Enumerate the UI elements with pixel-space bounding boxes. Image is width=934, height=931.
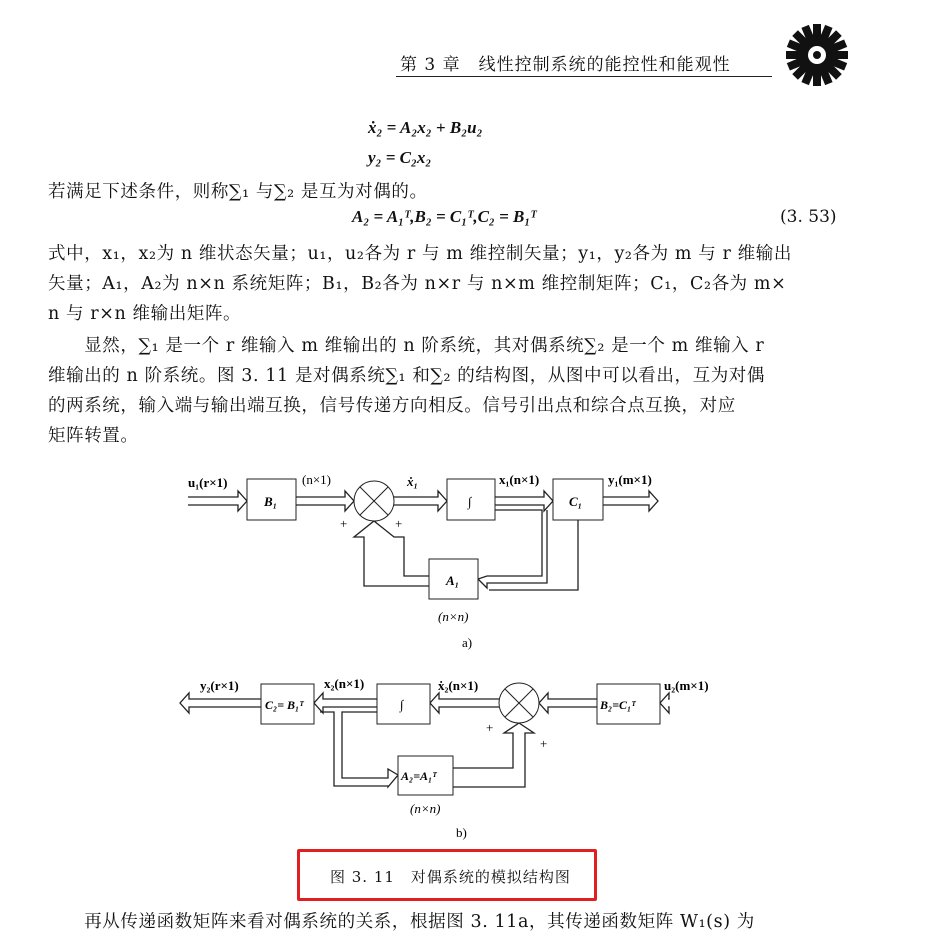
label-x1dot: ẋ₁ bbox=[407, 474, 419, 489]
label-b1: B₁ bbox=[264, 494, 278, 509]
label-nxn: (n×n) bbox=[410, 801, 441, 816]
body-line: 再从传递函数矩阵来看对偶系统的关系，根据图 3. 11a，其传递函数矩阵 W₁(s) 为 bbox=[48, 912, 755, 931]
label-u2: u₂(m×1) bbox=[664, 678, 709, 693]
plus-sign: + bbox=[340, 516, 348, 531]
equation-number: (3. 53) bbox=[780, 207, 837, 227]
equation-duality: A₂ = A₁ᵀ,B₂ = C₁ᵀ,C₂ = B₁ᵀ bbox=[352, 207, 537, 226]
body-line: n 与 r×n 维输出矩阵。 bbox=[48, 304, 242, 324]
plus-sign: + bbox=[540, 736, 548, 751]
label-integral: ∫ bbox=[400, 697, 404, 712]
summing-junction-a bbox=[354, 481, 394, 521]
label-a2: A₂=A₁ᵀ bbox=[401, 769, 437, 783]
body-line: 显然，∑₁ 是一个 r 维输入 m 维输出的 n 阶系统，其对偶系统∑₂ 是一个 m 维输入 r bbox=[48, 336, 765, 356]
plus-sign: + bbox=[395, 516, 403, 531]
chapter-header: 第 3 章 线性控制系统的能控性和能观性 bbox=[400, 55, 731, 75]
summing-junction-b bbox=[499, 683, 539, 723]
equation-output: y₂ = C₂x₂ bbox=[368, 148, 432, 167]
label-nxn: (n×n) bbox=[438, 609, 469, 624]
label-b2: B₂=C₁ᵀ bbox=[600, 698, 636, 712]
label-y1: y₁(m×1) bbox=[608, 472, 652, 487]
signal-paths bbox=[180, 491, 669, 787]
label-c1: C₁ bbox=[569, 494, 583, 509]
body-line: 若满足下述条件，则称∑₁ 与∑₂ 是互为对偶的。 bbox=[48, 182, 428, 202]
figure-label-a: a) bbox=[462, 635, 473, 650]
label-nx1: (n×1) bbox=[302, 472, 331, 487]
figure-label-b: b) bbox=[456, 825, 467, 840]
label-c2: C₂= B₁ᵀ bbox=[265, 698, 304, 712]
figure-caption: 图 3. 11 对偶系统的模拟结构图 bbox=[330, 868, 571, 886]
label-integral: ∫ bbox=[468, 494, 472, 509]
label-x2: x₂(n×1) bbox=[324, 676, 365, 691]
label-a1: A₁ bbox=[446, 573, 460, 588]
plus-sign: + bbox=[486, 720, 494, 735]
label-u1: u₁(r×1) bbox=[188, 475, 228, 490]
equation-state: ẋ₂ = A₂x₂ + B₂u₂ bbox=[368, 118, 483, 137]
body-line: 式中，x₁，x₂为 n 维状态矢量；u₁，u₂各为 r 与 m 维控制矢量；y₁，y₂各为 m 与 r 维输出 bbox=[48, 244, 792, 264]
body-line: 矩阵转置。 bbox=[48, 426, 139, 446]
figure-b bbox=[200, 676, 709, 840]
body-line: 矢量；A₁，A₂为 n×n 系统矩阵；B₁，B₂各为 n×r 与 n×m 维控制矩阵；C₁，C₂各为 m× bbox=[48, 274, 787, 294]
body-line: 的两系统，输入端与输出端互换，信号传递方向相反。信号引出点和综合点互换，对应 bbox=[48, 396, 736, 416]
body-line: 维输出的 n 阶系统。图 3. 11 是对偶系统∑₁ 和∑₂ 的结构图，从图中可以看出，互为对偶 bbox=[48, 366, 765, 386]
label-x2dot: ẋ₂(n×1) bbox=[438, 678, 479, 693]
figure-a bbox=[188, 472, 652, 650]
label-y2: y₂(r×1) bbox=[200, 678, 239, 693]
label-x1: x₁(n×1) bbox=[499, 472, 540, 487]
